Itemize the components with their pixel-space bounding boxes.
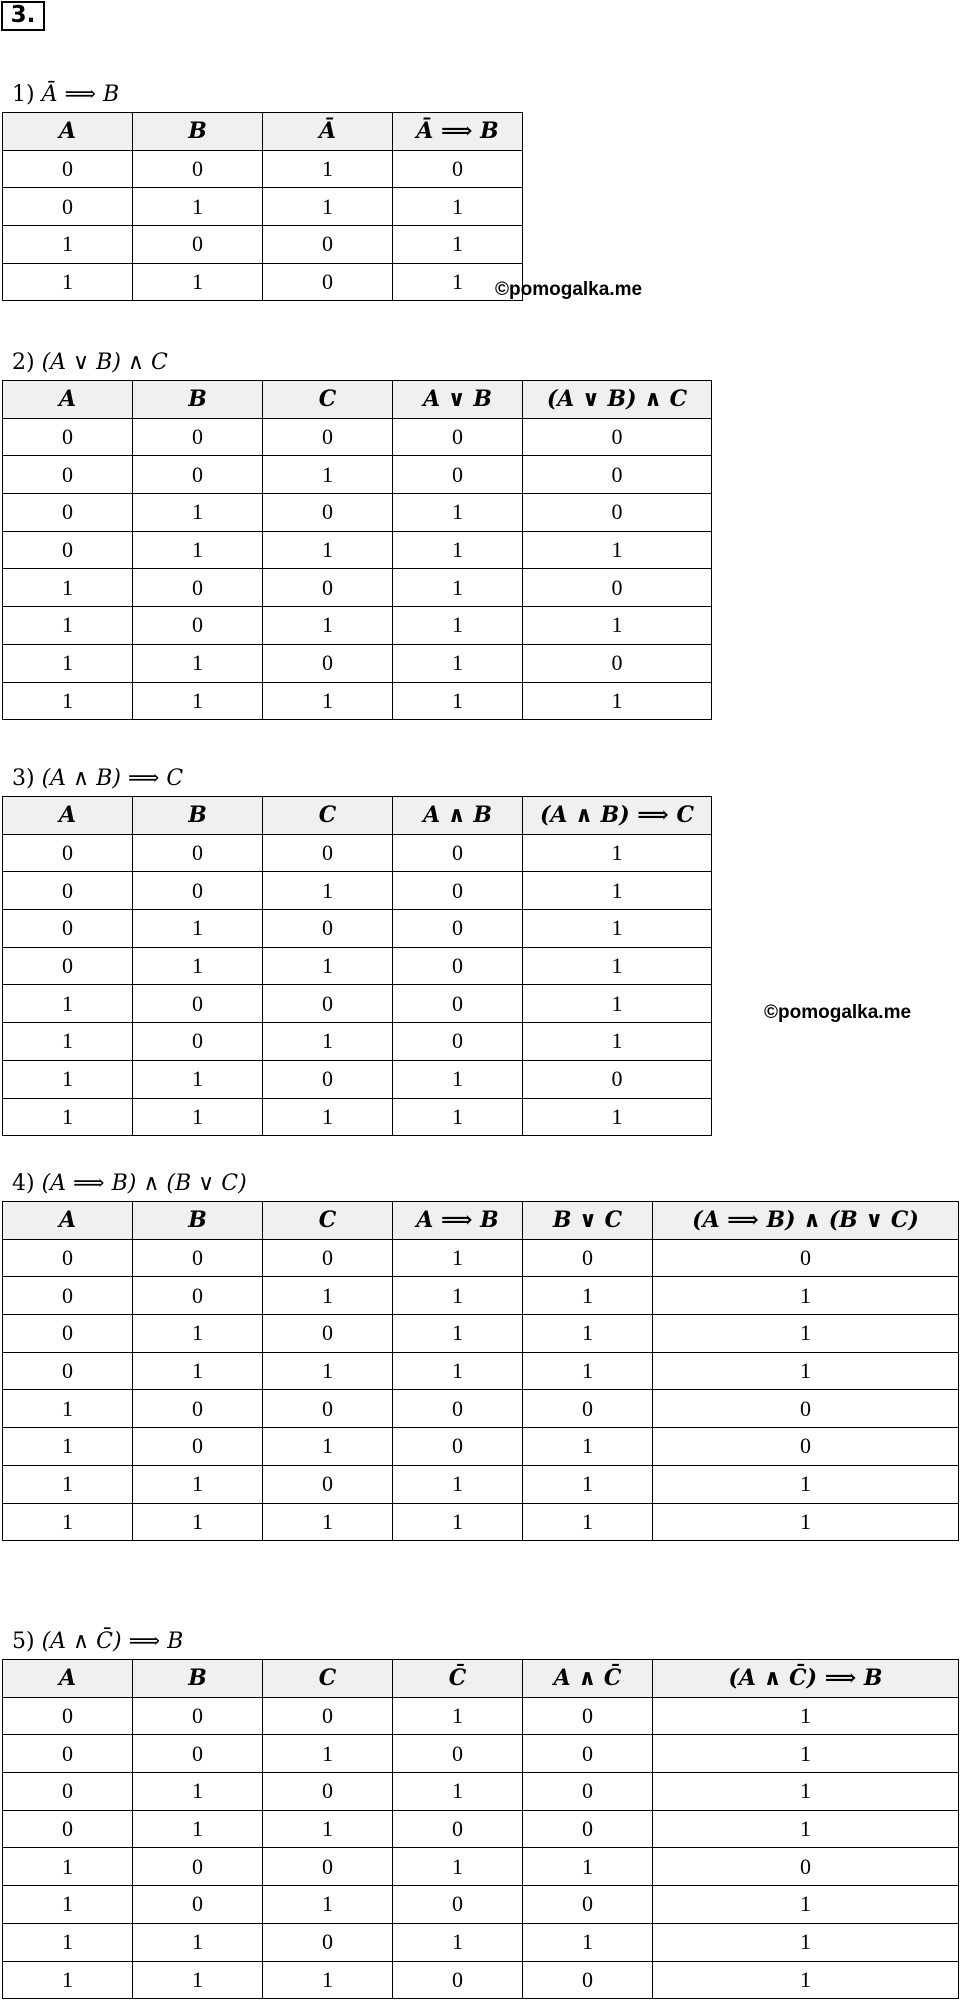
table-cell: 0 — [653, 1239, 959, 1277]
table-row — [3, 1390, 959, 1428]
table-cell: 1 — [3, 1060, 133, 1098]
header-row — [3, 797, 712, 835]
table-cell: 0 — [523, 1886, 653, 1924]
table-row — [3, 456, 712, 494]
table-row — [3, 1886, 959, 1924]
table-cell: 0 — [393, 1735, 523, 1773]
table-cell: 1 — [133, 1315, 263, 1353]
table-cell: 0 — [523, 1060, 712, 1098]
table-cell: 0 — [3, 150, 133, 188]
table-cell: 0 — [263, 1848, 393, 1886]
section-title — [2, 74, 523, 112]
table-row — [3, 188, 523, 226]
table-row — [3, 1352, 959, 1390]
table-cell: 1 — [393, 644, 523, 682]
table-cell: 1 — [653, 1923, 959, 1961]
section-title — [2, 1621, 959, 1659]
table-cell: 1 — [3, 569, 133, 607]
table-cell: 1 — [393, 1352, 523, 1390]
column-header: A ∧ C̄ — [523, 1660, 653, 1698]
truth-table-section-3 — [2, 758, 712, 1136]
column-header: B — [133, 1660, 263, 1698]
table-row — [3, 644, 712, 682]
column-header: C — [263, 797, 393, 835]
table-row — [3, 1023, 712, 1061]
table-row — [3, 1848, 959, 1886]
header-row — [3, 113, 523, 151]
table-cell: 1 — [263, 1023, 393, 1061]
table-cell: 1 — [133, 910, 263, 948]
table-cell: 0 — [133, 1735, 263, 1773]
table-cell: 1 — [523, 1315, 653, 1353]
table-cell: 0 — [263, 494, 393, 532]
table-cell: 1 — [3, 1428, 133, 1466]
table-cell: 1 — [523, 985, 712, 1023]
table-cell: 1 — [263, 1735, 393, 1773]
table-cell: 1 — [133, 1465, 263, 1503]
section-title — [2, 1163, 959, 1201]
column-header: A ∨ B — [393, 381, 523, 419]
table-cell: 0 — [653, 1848, 959, 1886]
table-row — [3, 910, 712, 948]
table-cell: 1 — [133, 531, 263, 569]
table-cell: 1 — [393, 1277, 523, 1315]
section-expression: (A ∨ B) ∧ C — [41, 350, 168, 375]
section-title — [2, 342, 712, 380]
table-cell: 1 — [653, 1352, 959, 1390]
section-expression: Ā ⟹ B — [41, 82, 120, 107]
table-cell: 0 — [3, 531, 133, 569]
section-title — [2, 758, 712, 796]
table-cell: 1 — [263, 150, 393, 188]
table-cell: 0 — [3, 456, 133, 494]
table-row — [3, 1239, 959, 1277]
table-cell: 0 — [3, 1697, 133, 1735]
table-cell: 1 — [133, 1503, 263, 1541]
table-cell: 1 — [133, 644, 263, 682]
table-cell: 1 — [393, 1465, 523, 1503]
table-cell: 1 — [393, 1697, 523, 1735]
table-cell: 0 — [523, 1961, 653, 1999]
column-header: B ∨ C — [523, 1202, 653, 1240]
column-header: Ā ⟹ B — [393, 113, 523, 151]
table-cell: 0 — [263, 1315, 393, 1353]
table-cell: 1 — [393, 531, 523, 569]
table-cell: 1 — [523, 1023, 712, 1061]
table-cell: 1 — [393, 1923, 523, 1961]
table-row — [3, 531, 712, 569]
column-header: (A ∧ C̄) ⟹ B — [653, 1660, 959, 1698]
table-cell: 0 — [133, 1390, 263, 1428]
header-row — [3, 1660, 959, 1698]
column-header: A — [3, 797, 133, 835]
table-cell: 0 — [393, 985, 523, 1023]
table-cell: 0 — [3, 1810, 133, 1848]
table-cell: 0 — [523, 1810, 653, 1848]
table-cell: 1 — [3, 1390, 133, 1428]
table-row — [3, 947, 712, 985]
column-header: C — [263, 1660, 393, 1698]
table-cell: 1 — [3, 607, 133, 645]
table-row — [3, 226, 523, 264]
table-cell: 0 — [523, 456, 712, 494]
table-cell: 1 — [3, 1023, 133, 1061]
table-cell: 1 — [3, 682, 133, 720]
table-row — [3, 494, 712, 532]
table-cell: 1 — [393, 1503, 523, 1541]
table-row — [3, 1923, 959, 1961]
table-cell: 1 — [523, 1848, 653, 1886]
table-cell: 1 — [133, 494, 263, 532]
truth-table — [2, 380, 712, 720]
table-cell: 0 — [393, 1886, 523, 1924]
table-cell: 1 — [393, 1060, 523, 1098]
table-cell: 0 — [393, 947, 523, 985]
table-cell: 0 — [133, 456, 263, 494]
table-cell: 0 — [393, 834, 523, 872]
table-row — [3, 1735, 959, 1773]
table-cell: 1 — [3, 644, 133, 682]
table-cell: 0 — [3, 1773, 133, 1811]
table-cell: 0 — [133, 834, 263, 872]
truth-table — [2, 796, 712, 1136]
section-expression: (A ∧ C̄) ⟹ B — [41, 1629, 184, 1654]
column-header: C — [263, 381, 393, 419]
table-cell: 0 — [263, 834, 393, 872]
table-cell: 0 — [133, 607, 263, 645]
table-cell: 1 — [263, 1277, 393, 1315]
table-row — [3, 872, 712, 910]
column-header: B — [133, 797, 263, 835]
table-cell: 0 — [393, 1023, 523, 1061]
table-cell: 1 — [133, 188, 263, 226]
table-cell: 0 — [3, 834, 133, 872]
column-header: A — [3, 1660, 133, 1698]
table-cell: 1 — [133, 1923, 263, 1961]
table-cell: 1 — [263, 872, 393, 910]
table-row — [3, 1465, 959, 1503]
table-cell: 1 — [523, 834, 712, 872]
table-cell: 1 — [393, 226, 523, 264]
table-cell: 0 — [263, 569, 393, 607]
table-cell: 1 — [133, 1098, 263, 1136]
table-cell: 1 — [263, 531, 393, 569]
table-cell: 1 — [523, 1503, 653, 1541]
column-header: C̄ — [393, 1660, 523, 1698]
table-cell: 0 — [263, 1465, 393, 1503]
table-cell: 0 — [263, 985, 393, 1023]
table-cell: 0 — [653, 1428, 959, 1466]
table-cell: 1 — [393, 1239, 523, 1277]
column-header: A — [3, 1202, 133, 1240]
table-cell: 0 — [523, 1239, 653, 1277]
table-cell: 0 — [133, 418, 263, 456]
table-cell: 0 — [3, 1277, 133, 1315]
table-cell: 0 — [653, 1390, 959, 1428]
table-cell: 1 — [263, 1098, 393, 1136]
table-row — [3, 1503, 959, 1541]
table-cell: 0 — [3, 1735, 133, 1773]
column-header: A ∧ B — [393, 797, 523, 835]
table-cell: 0 — [263, 1923, 393, 1961]
table-row — [3, 1428, 959, 1466]
table-cell: 1 — [523, 1277, 653, 1315]
table-cell: 0 — [523, 494, 712, 532]
truth-table — [2, 1659, 959, 1999]
table-row — [3, 1810, 959, 1848]
table-cell: 0 — [263, 1239, 393, 1277]
section-expression: (A ⟹ B) ∧ (B ∨ C) — [41, 1171, 247, 1196]
table-cell: 1 — [653, 1810, 959, 1848]
section-expression: (A ∧ B) ⟹ C — [41, 766, 184, 791]
table-row — [3, 985, 712, 1023]
table-cell: 1 — [393, 1848, 523, 1886]
table-cell: 0 — [133, 1277, 263, 1315]
table-cell: 1 — [263, 188, 393, 226]
table-row — [3, 682, 712, 720]
table-cell: 0 — [263, 263, 393, 301]
table-cell: 1 — [263, 1352, 393, 1390]
table-cell: 1 — [263, 1961, 393, 1999]
table-cell: 0 — [133, 150, 263, 188]
table-cell: 0 — [393, 456, 523, 494]
table-cell: 0 — [263, 1697, 393, 1735]
table-cell: 1 — [523, 1923, 653, 1961]
table-cell: 1 — [393, 494, 523, 532]
section-number: 2) — [12, 350, 35, 375]
table-cell: 0 — [3, 494, 133, 532]
table-cell: 1 — [393, 188, 523, 226]
table-cell: 1 — [3, 1848, 133, 1886]
table-cell: 0 — [3, 1239, 133, 1277]
table-cell: 1 — [133, 263, 263, 301]
table-cell: 1 — [3, 226, 133, 264]
table-cell: 1 — [3, 1886, 133, 1924]
table-cell: 0 — [133, 1239, 263, 1277]
table-cell: 0 — [523, 1697, 653, 1735]
column-header: (A ⟹ B) ∧ (B ∨ C) — [653, 1202, 959, 1240]
table-cell: 0 — [263, 910, 393, 948]
table-cell: 1 — [653, 1503, 959, 1541]
table-cell: 1 — [393, 569, 523, 607]
table-cell: 0 — [3, 947, 133, 985]
column-header: B — [133, 381, 263, 419]
table-cell: 0 — [393, 910, 523, 948]
table-cell: 1 — [263, 1503, 393, 1541]
table-cell: 1 — [133, 1810, 263, 1848]
table-cell: 1 — [653, 1465, 959, 1503]
table-cell: 0 — [263, 1773, 393, 1811]
table-cell: 0 — [133, 569, 263, 607]
table-cell: 1 — [133, 1773, 263, 1811]
column-header: (A ∧ B) ⟹ C — [523, 797, 712, 835]
table-cell: 0 — [263, 1060, 393, 1098]
table-cell: 1 — [133, 947, 263, 985]
table-cell: 0 — [523, 1773, 653, 1811]
table-cell: 1 — [523, 682, 712, 720]
table-cell: 0 — [133, 1886, 263, 1924]
table-cell: 0 — [3, 418, 133, 456]
table-cell: 1 — [393, 263, 523, 301]
table-cell: 1 — [133, 1352, 263, 1390]
section-number: 3) — [12, 766, 35, 791]
table-cell: 1 — [263, 1886, 393, 1924]
truth-table-section-2 — [2, 342, 712, 720]
truth-table — [2, 1201, 959, 1541]
table-cell: 1 — [653, 1735, 959, 1773]
task-number: 3. — [1, 1, 45, 31]
table-cell: 1 — [393, 1315, 523, 1353]
table-cell: 1 — [523, 1352, 653, 1390]
table-cell: 0 — [523, 1390, 653, 1428]
table-cell: 0 — [133, 1023, 263, 1061]
column-header: A — [3, 113, 133, 151]
table-cell: 0 — [523, 418, 712, 456]
table-cell: 1 — [263, 682, 393, 720]
table-cell: 1 — [3, 263, 133, 301]
column-header: C — [263, 1202, 393, 1240]
table-row — [3, 1697, 959, 1735]
table-row — [3, 1277, 959, 1315]
table-cell: 0 — [393, 872, 523, 910]
column-header: Ā — [263, 113, 393, 151]
table-cell: 0 — [393, 1961, 523, 1999]
table-row — [3, 1060, 712, 1098]
table-cell: 0 — [3, 188, 133, 226]
table-cell: 1 — [393, 1773, 523, 1811]
table-cell: 1 — [3, 985, 133, 1023]
table-cell: 0 — [393, 150, 523, 188]
table-cell: 0 — [393, 418, 523, 456]
column-header: A — [3, 381, 133, 419]
table-cell: 1 — [653, 1773, 959, 1811]
table-cell: 1 — [133, 682, 263, 720]
table-cell: 0 — [133, 1697, 263, 1735]
header-row — [3, 381, 712, 419]
table-cell: 1 — [393, 1098, 523, 1136]
table-cell: 1 — [393, 607, 523, 645]
column-header: A ⟹ B — [393, 1202, 523, 1240]
table-cell: 1 — [523, 910, 712, 948]
table-cell: 0 — [523, 644, 712, 682]
table-cell: 1 — [393, 682, 523, 720]
table-cell: 0 — [393, 1390, 523, 1428]
section-number: 1) — [12, 82, 35, 107]
table-cell: 1 — [133, 1060, 263, 1098]
table-row — [3, 834, 712, 872]
table-row — [3, 607, 712, 645]
table-cell: 0 — [133, 985, 263, 1023]
table-cell: 0 — [133, 1428, 263, 1466]
table-cell: 0 — [133, 226, 263, 264]
table-cell: 1 — [3, 1098, 133, 1136]
table-cell: 1 — [133, 1961, 263, 1999]
header-row — [3, 1202, 959, 1240]
table-cell: 1 — [653, 1277, 959, 1315]
table-cell: 1 — [523, 1465, 653, 1503]
table-cell: 1 — [263, 607, 393, 645]
table-cell: 0 — [3, 910, 133, 948]
table-cell: 1 — [3, 1923, 133, 1961]
table-row — [3, 263, 523, 301]
table-cell: 1 — [653, 1961, 959, 1999]
table-row — [3, 1773, 959, 1811]
table-row — [3, 150, 523, 188]
table-row — [3, 1098, 712, 1136]
table-row — [3, 569, 712, 607]
table-cell: 0 — [523, 1735, 653, 1773]
table-row — [3, 1961, 959, 1999]
table-cell: 1 — [523, 607, 712, 645]
column-header: (A ∨ B) ∧ C — [523, 381, 712, 419]
truth-table-section-5 — [2, 1621, 959, 1999]
table-cell: 1 — [263, 947, 393, 985]
table-cell: 0 — [393, 1428, 523, 1466]
truth-table-section-4 — [2, 1163, 959, 1541]
table-cell: 1 — [263, 1810, 393, 1848]
table-row — [3, 418, 712, 456]
table-cell: 1 — [263, 1428, 393, 1466]
table-cell: 0 — [523, 569, 712, 607]
watermark: ©pomogalka.me — [495, 279, 643, 300]
table-cell: 0 — [263, 644, 393, 682]
column-header: B — [133, 113, 263, 151]
table-cell: 0 — [3, 1352, 133, 1390]
table-cell: 1 — [523, 1428, 653, 1466]
table-cell: 0 — [133, 872, 263, 910]
table-cell: 1 — [263, 456, 393, 494]
table-cell: 1 — [3, 1961, 133, 1999]
section-number: 4) — [12, 1171, 35, 1196]
table-cell: 1 — [653, 1886, 959, 1924]
table-cell: 1 — [523, 872, 712, 910]
table-cell: 1 — [3, 1465, 133, 1503]
table-cell: 1 — [523, 1098, 712, 1136]
table-cell: 0 — [3, 872, 133, 910]
watermark: ©pomogalka.me — [764, 1002, 912, 1023]
truth-table-section-1 — [2, 74, 523, 301]
table-cell: 0 — [3, 1315, 133, 1353]
table-cell: 0 — [133, 1848, 263, 1886]
table-cell: 1 — [653, 1697, 959, 1735]
table-cell: 0 — [263, 226, 393, 264]
table-cell: 1 — [523, 947, 712, 985]
section-number: 5) — [12, 1629, 35, 1654]
column-header: B — [133, 1202, 263, 1240]
table-cell: 0 — [263, 418, 393, 456]
table-cell: 1 — [523, 531, 712, 569]
table-cell: 0 — [393, 1810, 523, 1848]
table-row — [3, 1315, 959, 1353]
table-cell: 0 — [263, 1390, 393, 1428]
truth-table — [2, 112, 523, 301]
table-cell: 1 — [653, 1315, 959, 1353]
table-cell: 1 — [3, 1503, 133, 1541]
